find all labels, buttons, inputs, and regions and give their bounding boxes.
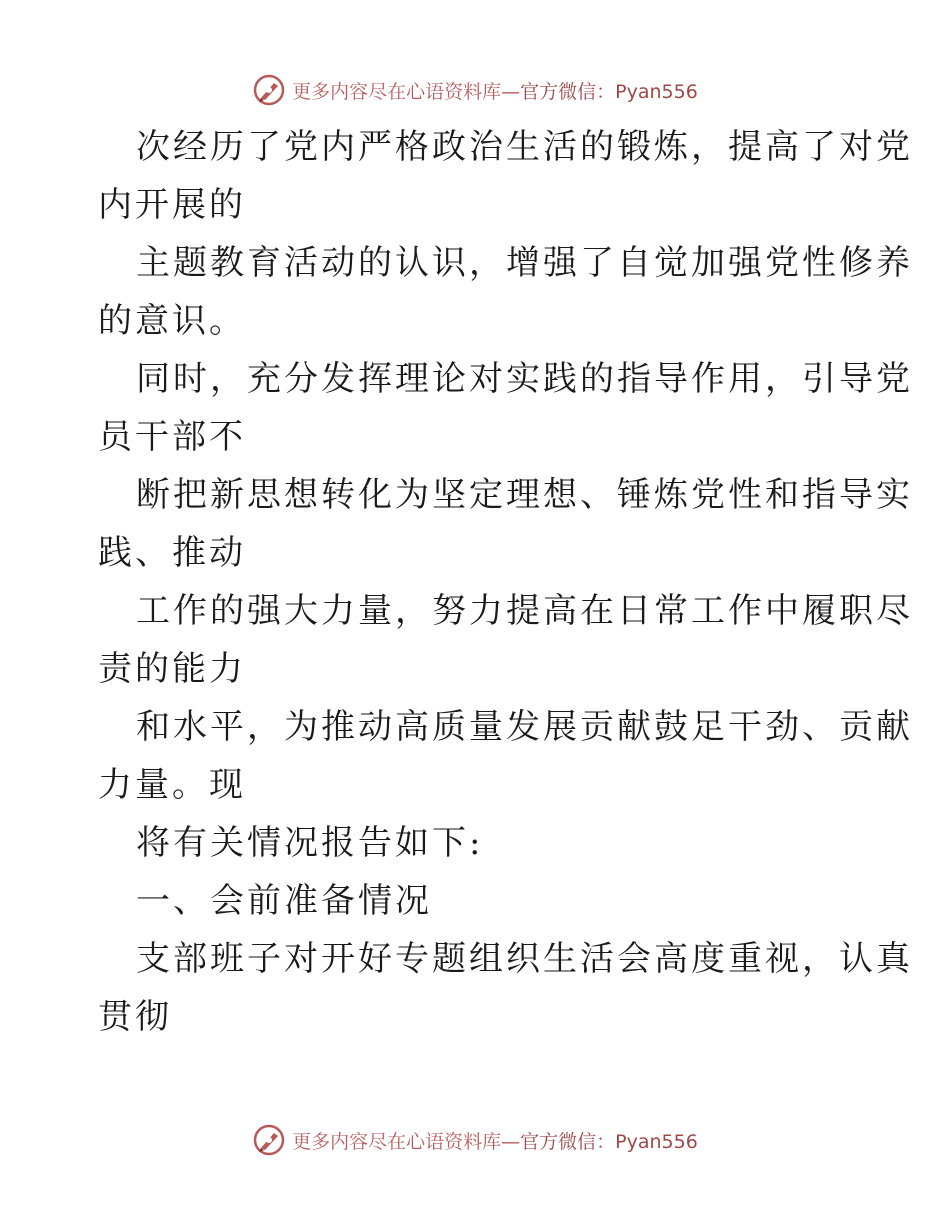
heading-text: 一、会前准备情况 bbox=[136, 881, 432, 921]
paragraph-line: 力量。现 bbox=[98, 765, 246, 805]
paragraph-line: 断把新思想转化为坚定理想、锤炼党性和指导实 bbox=[136, 475, 913, 515]
paragraph bbox=[98, 814, 858, 872]
paragraph-line: 次经历了党内严格政治生活的锻炼，提高了对党 bbox=[136, 127, 913, 167]
paragraph-line: 工作的强大力量，努力提高在日常工作中履职尽 bbox=[136, 591, 913, 631]
watermark-separator: — bbox=[501, 80, 521, 103]
paragraph-line: 将有关情况报告如下: bbox=[136, 823, 484, 863]
footer-watermark bbox=[0, 1120, 950, 1160]
paragraph-line: 践、推动 bbox=[98, 533, 246, 573]
pen-logo-icon bbox=[252, 73, 286, 107]
document-body bbox=[98, 118, 913, 1046]
paragraph-line: 的意识。 bbox=[98, 301, 246, 341]
paragraph bbox=[98, 582, 913, 698]
paragraph-line: 同时，充分发挥理论对实践的指导作用，引导党 bbox=[136, 359, 913, 399]
paragraph-line: 责的能力 bbox=[98, 649, 246, 689]
watermark-tail: 官方微信：Pyan556 bbox=[520, 1130, 698, 1153]
section-heading bbox=[98, 872, 858, 930]
paragraph bbox=[98, 698, 913, 814]
paragraph bbox=[98, 930, 913, 1046]
paragraph-line: 员干部不 bbox=[98, 417, 246, 457]
paragraph bbox=[98, 234, 913, 350]
watermark-tail: 官方微信：Pyan556 bbox=[520, 80, 698, 103]
header-watermark bbox=[0, 70, 950, 110]
paragraph-line: 支部班子对开好专题组织生活会高度重视，认真 bbox=[136, 939, 913, 979]
watermark-separator: — bbox=[501, 1130, 521, 1153]
pen-logo-icon bbox=[252, 1123, 286, 1157]
watermark-text: 更多内容尽在心语资料库 bbox=[292, 1130, 502, 1153]
watermark-text: 更多内容尽在心语资料库 bbox=[292, 80, 502, 103]
paragraph-line: 和水平，为推动高质量发展贡献鼓足干劲、贡献 bbox=[136, 707, 913, 747]
paragraph-line: 内开展的 bbox=[98, 185, 246, 225]
paragraph bbox=[98, 118, 913, 234]
paragraph-line: 主题教育活动的认识，增强了自觉加强党性修养 bbox=[136, 243, 913, 283]
paragraph bbox=[98, 350, 913, 466]
paragraph bbox=[98, 466, 913, 582]
paragraph-line: 贯彻 bbox=[98, 997, 172, 1037]
